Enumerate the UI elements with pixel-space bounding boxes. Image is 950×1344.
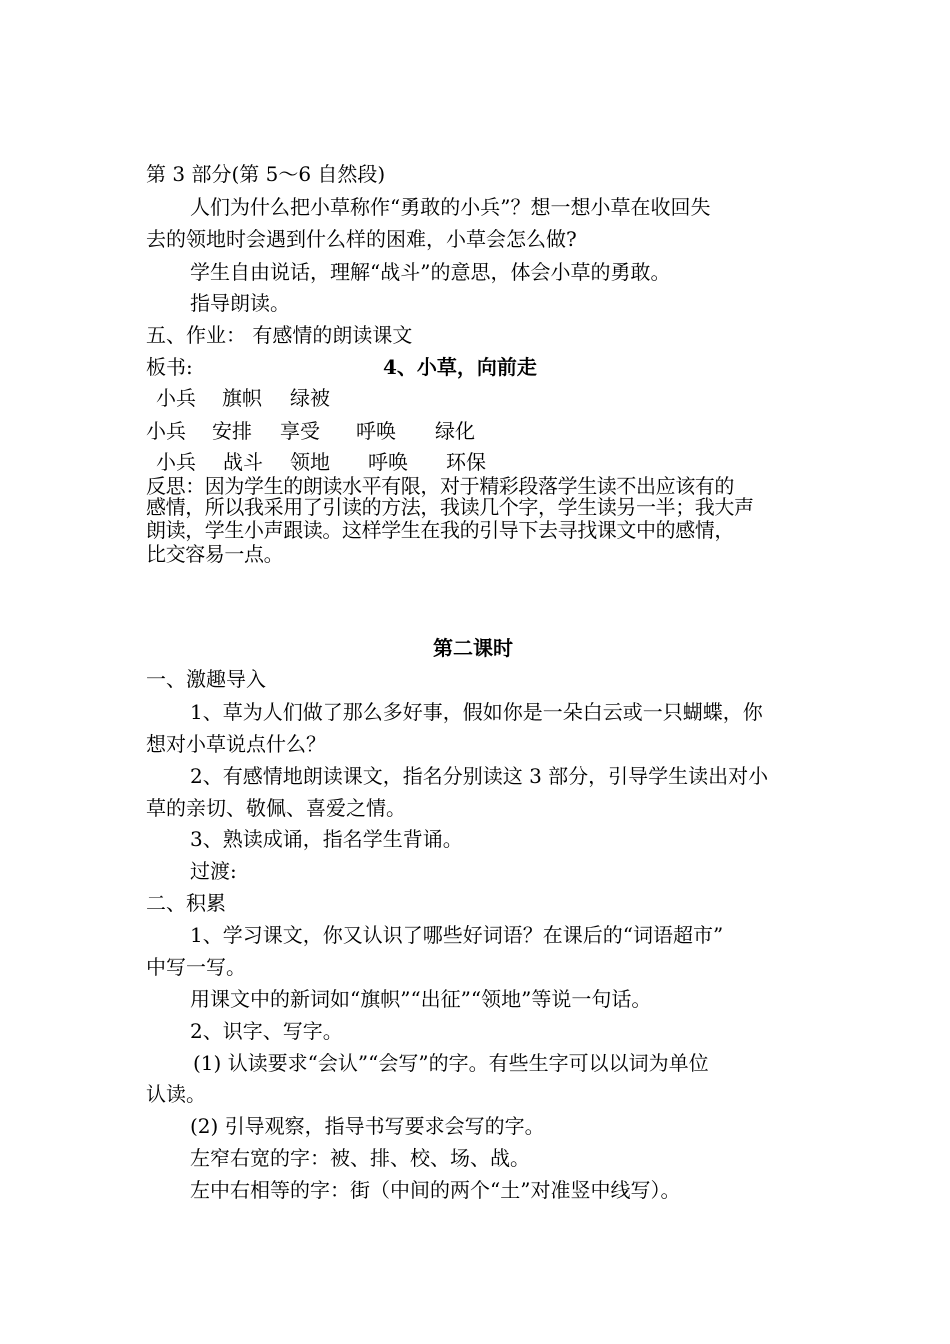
board-word: 绿被 [290, 386, 330, 410]
section2-item1-line2: 中写一写。 [146, 955, 246, 979]
part3-paragraph2: 指导朗读。 [190, 291, 290, 315]
board-word: 战斗 [223, 450, 263, 474]
board-word: 绿化 [435, 419, 475, 443]
section2-item2-sub1-line2: 认读。 [146, 1082, 206, 1106]
part3-paragraph1: 学生自由说话，理解“战斗”的意思，体会小草的勇敢。 [190, 260, 671, 284]
section2-item2: 2、识字、写字。 [190, 1019, 343, 1043]
reflection-line3: 朗读，学生小声跟读。这样学生在我的引导下去寻找课文中的感情， [146, 518, 734, 542]
board-word: 环保 [446, 450, 486, 474]
section2-item2-sub1-line1: (1) 认读要求“会认”“会写”的字。有些生字可以以词为单位 [193, 1051, 709, 1075]
board-word: 小兵 [146, 419, 186, 443]
reflection-line1: 反思：因为学生的朗读水平有限，对于精彩段落学生读不出应该有的 [146, 474, 734, 498]
section1-item3: 3、熟读成诵，指名学生背诵。 [190, 827, 463, 851]
board-title: 4、小草，向前走 [383, 355, 537, 379]
section1-transition: 过渡: [190, 859, 237, 883]
board-word: 旗帜 [222, 386, 262, 410]
reflection-line2: 感情，所以我采用了引读的方法，我读几个字，学生读另一半；我大声 [146, 495, 754, 519]
board-word: 呼唤 [356, 419, 396, 443]
section2-item1-line1: 1、学习课文，你又认识了哪些好词语？在课后的“词语超市” [190, 923, 724, 947]
board-word: 小兵 [156, 450, 196, 474]
part3-question-line1: 人们为什么把小草称作“勇敢的小兵”？想一想小草在收回失 [190, 195, 711, 219]
section1-item1-line2: 想对小草说点什么？ [146, 732, 326, 756]
section2-item1-line3: 用课文中的新词如“旗帜”“出征”“领地”等说一句话。 [190, 987, 652, 1011]
reflection-line4: 比交容易一点。 [146, 542, 284, 566]
board-word: 安排 [212, 419, 252, 443]
board-word: 享受 [280, 419, 320, 443]
section2-item2-sub2: (2) 引导观察，指导书写要求会写的字。 [190, 1114, 545, 1138]
board-word: 小兵 [156, 386, 196, 410]
section2-left-mid-right: 左中右相等的字：街（中间的两个“土”对准竖中线写）。 [190, 1178, 681, 1202]
part3-question-line2: 去的领地时会遇到什么样的困难，小草会怎么做? [146, 227, 577, 251]
section1-heading: 一、激趣导入 [146, 667, 266, 691]
board-word: 领地 [290, 450, 330, 474]
section1-item2-line1: 2、有感情地朗读课文，指名分别读这 3 部分，引导学生读出对小 [190, 764, 769, 788]
board-word: 呼唤 [368, 450, 408, 474]
board-label: 板书: [146, 355, 193, 379]
section2-left-narrow: 左窄右宽的字：被、排、校、场、战。 [190, 1146, 530, 1170]
section1-item2-line2: 草的亲切、敬佩、喜爱之情。 [146, 796, 406, 820]
part3-heading: 第 3 部分(第 5～6 自然段) [146, 162, 386, 186]
section1-item1-line1: 1、草为人们做了那么多好事，假如你是一朵白云或一只蝴蝶，你 [190, 700, 763, 724]
homework-line: 五、作业： 有感情的朗读课文 [146, 323, 413, 347]
section2-heading: 二、积累 [146, 891, 226, 915]
lesson2-title: 第二课时 [433, 636, 513, 660]
